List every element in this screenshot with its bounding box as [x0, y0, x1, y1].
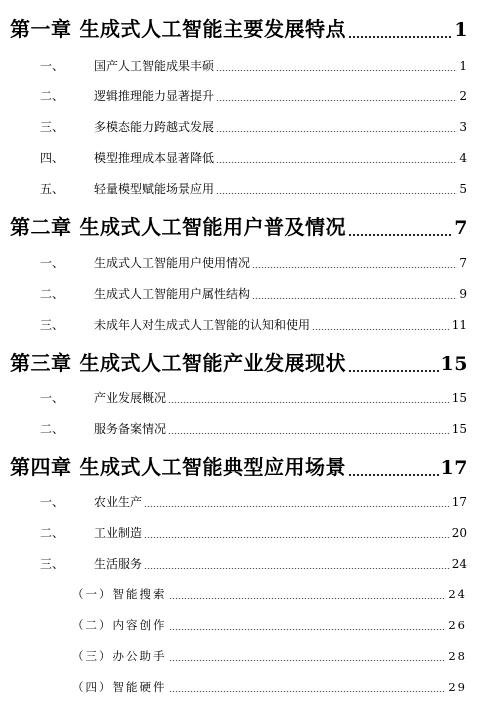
section-number: 一、 — [40, 495, 65, 509]
toc-chapter-4[interactable] — [10, 451, 468, 480]
dot-leader — [348, 370, 439, 372]
dot-leader — [168, 402, 450, 403]
subsection-page-number: 28 — [448, 649, 467, 663]
section-page-number: 15 — [451, 422, 467, 436]
section-number: 二、 — [40, 89, 65, 103]
chapter-heading — [10, 347, 346, 376]
section-number: 三、 — [40, 557, 65, 571]
section-title: 产业发展概况 — [94, 391, 167, 405]
section-page-number: 5 — [459, 182, 467, 196]
dot-leader — [348, 474, 439, 476]
toc-entry[interactable] — [0, 493, 467, 510]
toc-entry[interactable] — [0, 118, 467, 135]
section-number: 二、 — [40, 422, 65, 436]
section-number: 一、 — [40, 59, 65, 73]
chapter-title: 生成式人工智能主要发展特点 — [79, 17, 346, 41]
section-number: 一、 — [40, 391, 65, 405]
chapter-title: 生成式人工智能典型应用场景 — [79, 455, 346, 479]
chapter-label: 第一章 — [10, 17, 72, 41]
dot-leader — [169, 660, 447, 661]
toc-chapter-2[interactable] — [10, 211, 468, 240]
toc-entry[interactable] — [0, 316, 467, 333]
section-title: 农业生产 — [94, 495, 143, 509]
dot-leader — [144, 506, 450, 507]
dot-leader — [348, 234, 452, 236]
section-title: 轻量模型赋能场景应用 — [94, 182, 215, 196]
chapter-label: 第四章 — [10, 455, 72, 479]
section-number: 四、 — [40, 151, 65, 165]
section-page-number: 1 — [459, 59, 467, 73]
section-title: 生成式人工智能用户使用情况 — [94, 256, 251, 270]
toc-entry[interactable] — [0, 254, 467, 271]
chapter-page-number: 17 — [440, 457, 468, 479]
chapter-page-number: 1 — [454, 19, 468, 41]
section-page-number: 7 — [459, 256, 467, 270]
toc-entry[interactable] — [0, 149, 467, 166]
dot-leader — [216, 100, 457, 101]
section-title: 工业制造 — [94, 526, 143, 540]
dot-leader — [348, 36, 452, 38]
chapter-label: 第二章 — [10, 215, 72, 239]
chapter-title: 生成式人工智能产业发展现状 — [79, 351, 346, 375]
section-number: 一、 — [40, 256, 65, 270]
toc-chapter-1[interactable] — [10, 13, 468, 42]
section-page-number: 20 — [451, 526, 467, 540]
section-page-number: 24 — [451, 557, 467, 571]
section-page-number: 15 — [451, 391, 467, 405]
section-title: 未成年人对生成式人工智能的认知和使用 — [94, 318, 311, 332]
dot-leader — [216, 70, 457, 71]
section-title: 生成式人工智能用户属性结构 — [94, 287, 251, 301]
subsection-page-number: 26 — [448, 618, 467, 632]
toc-entry[interactable] — [0, 87, 467, 104]
section-number: 二、 — [40, 287, 65, 301]
dot-leader — [252, 298, 457, 299]
section-title: 多模态能力跨越式发展 — [94, 120, 215, 134]
section-page-number: 3 — [459, 120, 467, 134]
dot-leader — [216, 162, 457, 163]
toc-entry[interactable] — [0, 389, 467, 406]
chapter-page-number: 15 — [440, 353, 468, 375]
chapter-heading — [10, 451, 346, 480]
section-page-number: 2 — [459, 89, 467, 103]
dot-leader — [216, 193, 457, 194]
dot-leader — [216, 131, 457, 132]
chapter-page-number: 7 — [454, 217, 468, 239]
section-title: 模型推理成本显著降低 — [94, 151, 215, 165]
section-number: 二、 — [40, 526, 65, 540]
dot-leader — [144, 568, 450, 569]
chapter-heading — [10, 211, 346, 240]
toc-entry[interactable] — [0, 285, 467, 302]
dot-leader — [169, 629, 447, 630]
dot-leader — [169, 598, 447, 599]
toc-entry[interactable] — [0, 180, 467, 197]
section-page-number: 17 — [451, 495, 467, 509]
dot-leader — [169, 691, 447, 692]
chapter-label: 第三章 — [10, 351, 72, 375]
toc-subentry[interactable] — [0, 679, 467, 695]
subsection-title: （三）办公助手 — [72, 649, 167, 663]
section-page-number: 9 — [459, 287, 467, 301]
toc-chapter-3[interactable] — [10, 347, 468, 376]
dot-leader — [144, 537, 450, 538]
subsection-page-number: 24 — [448, 587, 467, 601]
dot-leader — [252, 267, 457, 268]
toc-entry[interactable] — [0, 524, 467, 541]
chapter-title: 生成式人工智能用户普及情况 — [79, 215, 346, 239]
section-number: 三、 — [40, 318, 65, 332]
section-title: 服务备案情况 — [94, 422, 167, 436]
section-title: 逻辑推理能力显著提升 — [94, 89, 215, 103]
section-page-number: 4 — [459, 151, 467, 165]
chapter-heading — [10, 13, 346, 42]
toc-subentry[interactable] — [0, 648, 467, 664]
subsection-title: （二）内容创作 — [72, 618, 167, 632]
subsection-title: （四）智能硬件 — [72, 680, 167, 694]
toc-entry[interactable] — [0, 420, 467, 437]
dot-leader — [312, 329, 450, 330]
subsection-page-number: 29 — [448, 680, 467, 694]
section-title: 国产人工智能成果丰硕 — [94, 59, 215, 73]
dot-leader — [168, 433, 450, 434]
section-page-number: 11 — [451, 318, 467, 332]
toc-entry[interactable] — [0, 57, 467, 74]
toc-entry[interactable] — [0, 555, 467, 572]
section-number: 三、 — [40, 120, 65, 134]
toc-subentry[interactable] — [0, 617, 467, 633]
subsection-title: （一）智能搜索 — [72, 587, 167, 601]
section-number: 五、 — [40, 182, 65, 196]
section-title: 生活服务 — [94, 557, 143, 571]
toc-subentry[interactable] — [0, 586, 467, 602]
